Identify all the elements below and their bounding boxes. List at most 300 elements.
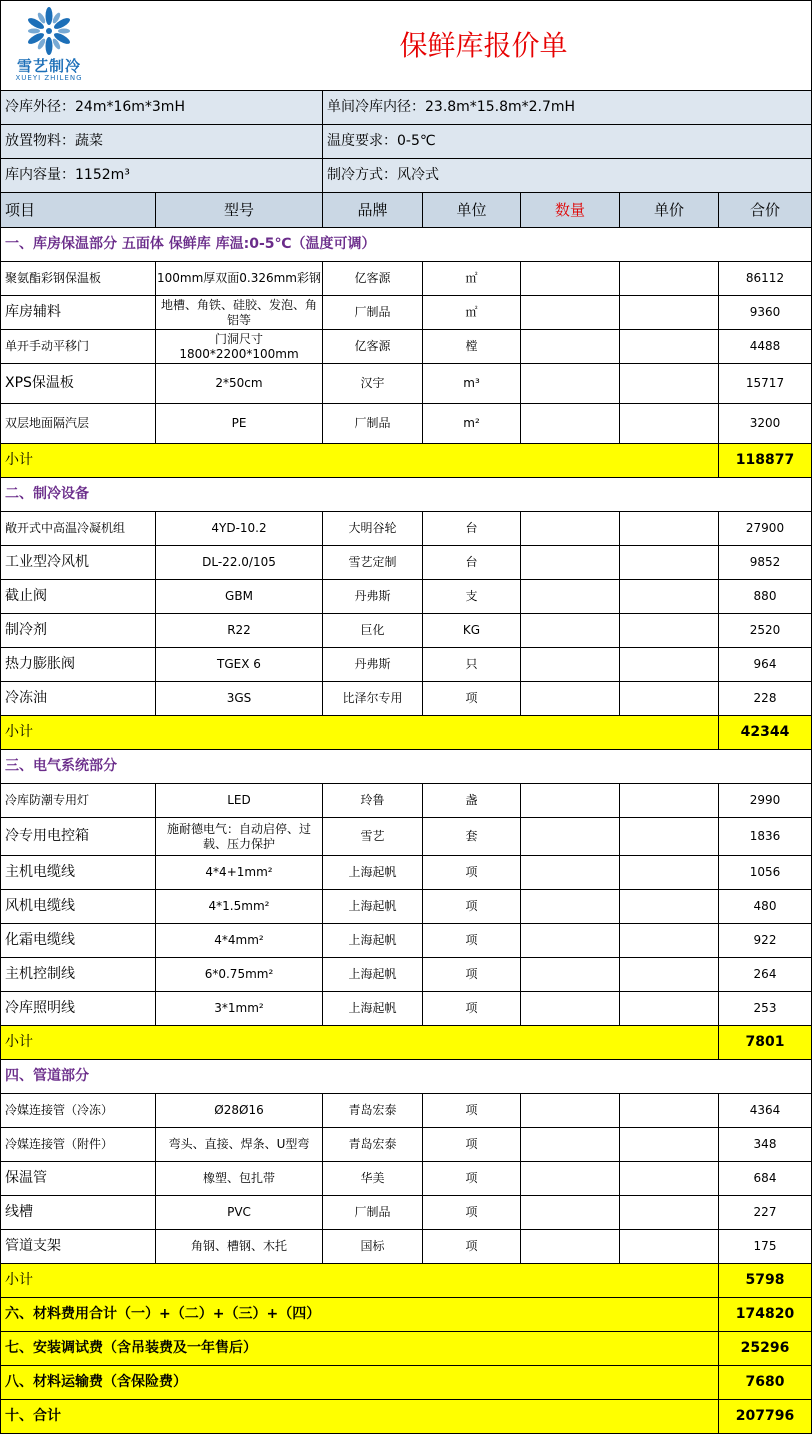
brand-text: 华美: [360, 1171, 385, 1185]
model-text: TGEX 6: [217, 657, 261, 671]
table-row: [0, 296, 812, 330]
quantity: [521, 546, 620, 580]
header-cell-text: 项目: [5, 200, 36, 219]
subtotal-label: [0, 1264, 719, 1298]
title-row: [0, 0, 812, 91]
item-name-text: 保温管: [5, 1169, 47, 1186]
item-name-text: XPS保温板: [5, 374, 74, 391]
amount: [719, 1128, 812, 1162]
table-row: [0, 512, 812, 546]
unit-text: 项: [465, 967, 478, 981]
item-name: [0, 1128, 156, 1162]
amount-text: 4364: [749, 1103, 781, 1117]
unit: [423, 890, 521, 924]
amount-text: 684: [753, 1171, 777, 1185]
logo-subtitle: XUEYI ZHILENG: [15, 74, 83, 82]
quantity: [521, 890, 620, 924]
model: [156, 992, 323, 1026]
unit: [423, 404, 521, 444]
model: [156, 512, 323, 546]
quantity: [521, 992, 620, 1026]
quantity: [521, 958, 620, 992]
brand: [323, 958, 423, 992]
table-row: [0, 1196, 812, 1230]
brand-text: 亿客源: [354, 271, 391, 285]
unit: [423, 364, 521, 404]
unit-price: [620, 958, 719, 992]
item-name: [0, 614, 156, 648]
unit: [423, 958, 521, 992]
unit-text: 项: [465, 933, 478, 947]
model: [156, 958, 323, 992]
quantity: [521, 330, 620, 364]
table-row: [0, 1162, 812, 1196]
subtotal-label-text: 小计: [5, 1033, 33, 1050]
total-row: [0, 1332, 812, 1366]
model-text: GBM: [225, 589, 253, 603]
brand-text: 厂制品: [354, 1205, 391, 1219]
item-name-text: 冷媒连接管（冷冻）: [5, 1103, 114, 1117]
total-value-text: 174820: [735, 1305, 795, 1322]
item-name-text: 热力膨胀阀: [5, 655, 75, 672]
model-text: 角钢、槽钢、木托: [190, 1239, 287, 1253]
table-row: [0, 890, 812, 924]
model: [156, 1162, 323, 1196]
item-name-text: 双层地面隔汽层: [5, 416, 90, 430]
model: [156, 614, 323, 648]
header-cell-text: 单位: [456, 200, 487, 219]
item-name-text: 敞开式中高温冷凝机组: [5, 521, 126, 535]
table-row: [0, 364, 812, 404]
total-row: [0, 1400, 812, 1434]
amount: [719, 1162, 812, 1196]
item-name-text: 管道支架: [5, 1237, 61, 1254]
subtotal-label-text: 小计: [5, 723, 33, 740]
model-text: DL-22.0/105: [202, 555, 276, 569]
brand-text: 比泽尔专用: [342, 691, 403, 705]
brand: [323, 364, 423, 404]
quantity: [521, 1196, 620, 1230]
unit-price: [620, 1196, 719, 1230]
unit: [423, 924, 521, 958]
amount-text: 922: [753, 933, 777, 947]
info-row: [0, 125, 812, 159]
unit: [423, 648, 521, 682]
model-text: 弯头、直接、焊条、U型弯: [168, 1137, 310, 1151]
model-text: LED: [227, 793, 251, 807]
item-name: [0, 856, 156, 890]
total-label-text: 七、安装调试费（含吊装费及一年售后）: [5, 1339, 257, 1356]
info-row: [0, 91, 812, 125]
total-value-text: 25296: [740, 1339, 790, 1356]
amount-text: 228: [753, 691, 777, 705]
amount: [719, 546, 812, 580]
item-name: [0, 512, 156, 546]
unit-text: 盏: [465, 793, 478, 807]
amount-text: 2990: [749, 793, 781, 807]
model: [156, 546, 323, 580]
subtotal-label: [0, 444, 719, 478]
total-label: [0, 1366, 719, 1400]
page-title: [156, 0, 812, 91]
unit: [423, 856, 521, 890]
page-title-text: 保鲜库报价单: [399, 29, 568, 62]
unit: [423, 262, 521, 296]
unit-text: 支: [465, 589, 478, 603]
subtotal-value-text: 118877: [735, 451, 795, 468]
unit-price: [620, 924, 719, 958]
table-row: [0, 404, 812, 444]
brand-text: 巨化: [360, 623, 385, 637]
model-text: PVC: [227, 1205, 251, 1219]
amount-text: 15717: [745, 376, 785, 390]
brand: [323, 1230, 423, 1264]
info-right-text: 制冷方式：风冷式: [327, 166, 439, 183]
section-title: [0, 750, 812, 784]
section-heading: [0, 228, 812, 262]
item-name: [0, 262, 156, 296]
header-cell: [521, 193, 620, 228]
info-right: [323, 125, 812, 159]
model-text: 4*4mm²: [214, 933, 264, 947]
brand: [323, 682, 423, 716]
section-heading-text: 二、制冷设备: [5, 485, 89, 502]
unit: [423, 614, 521, 648]
subtotal-value: [719, 444, 812, 478]
amount: [719, 296, 812, 330]
item-name: [0, 1230, 156, 1264]
model-text: 100mm厚双面0.326mm彩钢: [156, 271, 322, 285]
unit: [423, 784, 521, 818]
header-cell: [719, 193, 812, 228]
unit-price: [620, 992, 719, 1026]
brand: [323, 818, 423, 856]
item-name-text: 制冷剂: [5, 621, 47, 638]
model: [156, 1196, 323, 1230]
table-row: [0, 546, 812, 580]
table-row: [0, 648, 812, 682]
amount: [719, 682, 812, 716]
brand: [323, 1128, 423, 1162]
section-heading-text: 四、管道部分: [5, 1067, 89, 1084]
brand: [323, 580, 423, 614]
brand-text: 上海起帆: [348, 1001, 397, 1015]
item-name-text: 冷库防潮专用灯: [5, 793, 90, 807]
info-right-text: 温度要求：0-5℃: [327, 132, 436, 149]
amount-text: 1056: [749, 865, 781, 879]
subtotal-row: [0, 716, 812, 750]
amount-text: 3200: [749, 416, 781, 430]
brand-text: 厂制品: [354, 416, 391, 430]
unit-text: 台: [465, 555, 478, 569]
amount-text: 480: [753, 899, 777, 913]
amount: [719, 614, 812, 648]
info-right-text: 单间冷库内径：23.8m*15.8m*2.7mH: [327, 98, 576, 115]
model: [156, 296, 323, 330]
table-header: [0, 193, 812, 228]
amount-text: 27900: [745, 521, 785, 535]
quantity: [521, 1128, 620, 1162]
info-left-text: 冷库外径：24m*16m*3mH: [5, 98, 185, 115]
brand: [323, 404, 423, 444]
total-label: [0, 1332, 719, 1366]
amount: [719, 818, 812, 856]
item-name: [0, 546, 156, 580]
header-cell: [0, 193, 156, 228]
section-heading: [0, 750, 812, 784]
amount-text: 264: [753, 967, 777, 981]
unit: [423, 512, 521, 546]
brand: [323, 890, 423, 924]
unit: [423, 682, 521, 716]
item-name: [0, 648, 156, 682]
table-row: [0, 580, 812, 614]
brand-text: 上海起帆: [348, 865, 397, 879]
subtotal-row: [0, 1264, 812, 1298]
amount: [719, 404, 812, 444]
unit-text: 项: [465, 899, 478, 913]
unit: [423, 818, 521, 856]
model: [156, 262, 323, 296]
header-cell-text: 数量: [554, 200, 585, 219]
model-text: 门洞尺寸1800*2200*100mm: [179, 331, 299, 361]
quantity: [521, 614, 620, 648]
item-name-text: 库房辅料: [5, 303, 61, 320]
brand-text: 汉宇: [360, 376, 385, 390]
subtotal-label-text: 小计: [5, 451, 33, 468]
item-name-text: 单开手动平移门: [5, 339, 90, 353]
quantity: [521, 648, 620, 682]
brand-text: 丹弗斯: [354, 657, 391, 671]
item-name: [0, 580, 156, 614]
amount-text: 9360: [749, 305, 781, 319]
unit-price: [620, 330, 719, 364]
quantity: [521, 262, 620, 296]
unit-price: [620, 682, 719, 716]
item-name-text: 截止阀: [5, 587, 47, 604]
item-name: [0, 992, 156, 1026]
info-right: [323, 91, 812, 125]
unit: [423, 296, 521, 330]
item-name-text: 聚氨酯彩钢保温板: [5, 271, 102, 285]
brand: [323, 296, 423, 330]
item-name: [0, 890, 156, 924]
total-row: [0, 1298, 812, 1332]
item-name: [0, 682, 156, 716]
item-name-text: 冷媒连接管（附件）: [5, 1137, 114, 1151]
quantity: [521, 818, 620, 856]
unit-text: 项: [465, 1239, 478, 1253]
brand: [323, 1094, 423, 1128]
item-name: [0, 1196, 156, 1230]
model: [156, 364, 323, 404]
item-name-text: 化霜电缆线: [5, 931, 75, 948]
item-name: [0, 1094, 156, 1128]
item-name-text: 冷冻油: [5, 689, 47, 706]
total-value: [719, 1366, 812, 1400]
model-text: 橡塑、包扎带: [202, 1171, 275, 1185]
model: [156, 1230, 323, 1264]
quantity: [521, 784, 620, 818]
header-cell: [323, 193, 423, 228]
item-name-text: 风机电缆线: [5, 897, 75, 914]
subtotal-value-text: 7801: [745, 1033, 785, 1050]
amount-text: 348: [753, 1137, 777, 1151]
total-value: [719, 1400, 812, 1434]
amount: [719, 784, 812, 818]
amount: [719, 512, 812, 546]
model-text: 4*1.5mm²: [208, 899, 270, 913]
info-left: [0, 159, 323, 193]
item-name-text: 冷库照明线: [5, 999, 75, 1016]
total-value-text: 7680: [745, 1373, 785, 1390]
total-label-text: 八、材料运输费（含保险费）: [5, 1373, 187, 1390]
unit-price: [620, 404, 719, 444]
amount-text: 175: [753, 1239, 777, 1253]
brand: [323, 992, 423, 1026]
total-label-text: 十、合计: [5, 1407, 61, 1424]
quantity: [521, 1230, 620, 1264]
unit-text: 只: [465, 657, 478, 671]
item-name: [0, 296, 156, 330]
model-text: 施耐德电气：自动启停、过载、压力保护: [166, 821, 311, 851]
brand: [323, 784, 423, 818]
brand: [323, 546, 423, 580]
unit: [423, 1128, 521, 1162]
amount: [719, 262, 812, 296]
unit-price: [620, 262, 719, 296]
brand: [323, 1196, 423, 1230]
brand-text: 玲鲁: [360, 793, 385, 807]
model-text: R22: [227, 623, 251, 637]
model: [156, 784, 323, 818]
info-left-text: 放置物料：蔬菜: [5, 132, 103, 149]
info-right: [323, 159, 812, 193]
item-name: [0, 818, 156, 856]
unit-price: [620, 546, 719, 580]
unit-price: [620, 296, 719, 330]
table-row: [0, 818, 812, 856]
unit-text: ㎡: [465, 305, 478, 319]
table-row: [0, 330, 812, 364]
amount: [719, 1230, 812, 1264]
section-heading-text: 三、电气系统部分: [5, 757, 117, 774]
model-text: Ø28Ø16: [214, 1103, 264, 1117]
table-row: [0, 784, 812, 818]
section-heading: [0, 478, 812, 512]
table-row: [0, 1094, 812, 1128]
section-title: [0, 478, 812, 512]
subtotal-row: [0, 444, 812, 478]
header-cell: [423, 193, 521, 228]
item-name-text: 主机控制线: [5, 965, 75, 982]
unit-price: [620, 614, 719, 648]
model: [156, 580, 323, 614]
quantity: [521, 682, 620, 716]
model-text: PE: [231, 416, 247, 430]
amount: [719, 648, 812, 682]
unit-price: [620, 784, 719, 818]
brand: [323, 924, 423, 958]
unit: [423, 1230, 521, 1264]
amount: [719, 1196, 812, 1230]
amount: [719, 890, 812, 924]
item-name-text: 冷专用电控箱: [5, 827, 89, 844]
brand-text: 上海起帆: [348, 967, 397, 981]
brand-text: 大明谷轮: [348, 521, 397, 535]
unit-price: [620, 648, 719, 682]
subtotal-value: [719, 716, 812, 750]
unit-text: 项: [465, 1171, 478, 1185]
table-row: [0, 992, 812, 1026]
model: [156, 648, 323, 682]
unit-price: [620, 512, 719, 546]
table-row: [0, 1128, 812, 1162]
amount: [719, 1094, 812, 1128]
table-row: [0, 1230, 812, 1264]
quantity: [521, 1162, 620, 1196]
model-text: 2*50cm: [215, 376, 263, 390]
model: [156, 1094, 323, 1128]
total-value: [719, 1332, 812, 1366]
quantity: [521, 580, 620, 614]
brand-text: 丹弗斯: [354, 589, 391, 603]
model: [156, 682, 323, 716]
unit: [423, 330, 521, 364]
model-text: 3GS: [226, 691, 252, 705]
header-cell-text: 合价: [749, 200, 780, 219]
amount: [719, 924, 812, 958]
brand: [323, 330, 423, 364]
amount-text: 9852: [749, 555, 781, 569]
unit-text: m³: [463, 376, 480, 390]
item-name: [0, 364, 156, 404]
info-left-text: 库内容量：1152m³: [5, 166, 130, 183]
brand-text: 亿客源: [354, 339, 391, 353]
model: [156, 404, 323, 444]
model-text: 地槽、角铁、硅胶、发泡、角铝等: [160, 297, 317, 327]
amount-text: 1836: [749, 829, 781, 843]
table-row: [0, 856, 812, 890]
subtotal-value: [719, 1264, 812, 1298]
quantity: [521, 856, 620, 890]
unit-price: [620, 856, 719, 890]
section-heading-text: 一、库房保温部分 五面体 保鲜库 库温:0-5℃（温度可调）: [5, 235, 376, 252]
table-row: [0, 924, 812, 958]
model: [156, 818, 323, 856]
subtotal-row: [0, 1026, 812, 1060]
section-title: [0, 1060, 812, 1094]
brand-text: 青岛宏泰: [348, 1103, 397, 1117]
subtotal-label: [0, 1026, 719, 1060]
unit-text: m²: [463, 416, 480, 430]
unit-text: 樘: [465, 339, 478, 353]
item-name: [0, 404, 156, 444]
model: [156, 856, 323, 890]
logo-cell: [0, 0, 156, 91]
subtotal-label-text: 小计: [5, 1271, 33, 1288]
item-name: [0, 1162, 156, 1196]
amount: [719, 958, 812, 992]
header-cell: [620, 193, 719, 228]
model-text: 4*4+1mm²: [205, 865, 273, 879]
unit-text: 套: [465, 829, 478, 843]
brand: [323, 648, 423, 682]
amount: [719, 580, 812, 614]
unit: [423, 1162, 521, 1196]
header-cell-text: 型号: [223, 200, 254, 219]
section-heading: [0, 1060, 812, 1094]
